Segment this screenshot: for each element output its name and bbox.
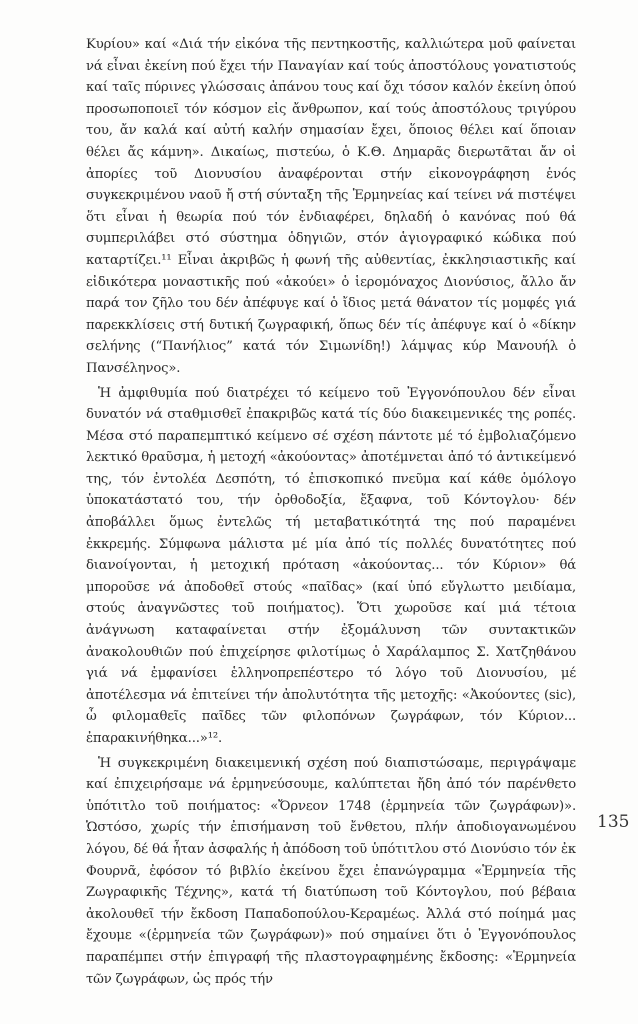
paragraph-3: Ἡ συγκεκριμένη διακειμενική σχέση πού διαπιστώσαμε, περιγράψαμε καί ἐπιχειρήσαμε νά ἑρμηνεύσουμε, καλύπτεται ἤδη ἀπό τόν παρένθετο ὑπότιτλο τοῦ ποιήματος: «Ὄρνεον 1748 (ἑρμηνεία τῶν ζωγράφων)». Ὡστόσο, χωρίς τήν ἐπισήμανση τοῦ ἔνθετου, πλήν ἀποδιογανωμένου λόγου, δέ θά ἦταν ἀσφαλής ἡ ἀπόδοση τοῦ ὑπότιτλου στό Διονύσιο τόν ἐκ Φουρνᾶ, ἐφόσον τό βιβλίο ἐκείνου ἔχει ἐπανώγραμμα «Ἑρμηνεία τῆς Ζωγραφικῆς Τέχνης», κατά τή διατύπωση τοῦ Κόντογλου, πού βέβαια ἀκολουθεῖ τήν ἔκδοση Παπαδοπούλου-Κεραμέως. Ἀλλά στό ποίημά μας ἔχουμε «(ἑρμηνεία τῶν ζωγράφων)» πού σημαίνει ὅτι ὁ Ἐγγονόπουλος παραπέμπει στήν ἐπιγραφή τῆς πλαστογραφημένης ἔκδοσης: «Ἑρμηνεία τῶν ζωγράφων, ὡς πρός τήν [86,755,576,987]
paragraph-1: Κυρίου» καί «Διά τήν εἰκόνα τῆς πεντηκοστῆς, καλλιώτερα μοῦ φαίνεται νά εἶναι ἐκείνη πού ἔχει τήν Παναγίαν καί τούς ἀποστόλους γονατιστούς καί ταῖς πύρινες γλώσσαις ἀπάνου τους καί ὄχι τόσον καλόν ἐκείνη ὁπού προσωποποιεῖ τόν κόσμον εἰς ἄνθρωπον, καί τούς ἀποστόλους τριγύρου του, ἄν καλά καί αὐτή καλήν σημασίαν ἔχει, ὅποιος θέλει καί ὅποιαν θέλει ἄς κάμνη». Δικαίως, πιστεύω, ὁ Κ.Θ. Δημαρᾶς διερωτᾶται ἄν οἱ ἀπορίες τοῦ Διονυσίου ἀναφέρονται στήν εἰκονογράφηση ἑνός συγκεκριμένου ναοῦ ἤ στή σύνταξη τῆς Ἑρμηνείας καί τείνει νά πιστέψει ὅτι εἶναι ἡ θεωρία πού τόν ἐνδιαφέρει, δηλαδή ὁ κανόνας πού θά συμπεριλάβει στό σύστημα ὁδηγιῶν, στόν ἁγιογραφικό κώδικα πού καταρτίζει.¹¹ Εἶναι ἀκριβῶς ἡ φωνή τῆς αὐθεντίας, ἐκκλησιαστικῆς καί εἰδικότερα μοναστικῆς πού «ἀκούει» ὁ ἱερομόναχος Διονύσιος, ἄλλο ἄν παρά τον ζῆλο του δέν ἀπέφυγε καί ὁ ἴδιος μετά θάνατον τίς μομφές γιά παρεκκλίσεις στή δυτική ζωγραφική, ὅπως δέν τίς ἀπέφυγε καί ὁ «δίκην σελήνης (“Πανήλιος” κατά τόν Σιμωνίδη!) λάμψας κύρ Μανουήλ ὁ Πανσέληνος». [86,37,576,376]
paragraph-2: Ἡ ἀμφιθυμία πού διατρέχει τό κείμενο τοῦ Ἐγγονόπουλου δέν εἶναι δυνατόν νά σταθμισθεῖ ἐπακριβῶς κατά τίς δύο διακειμενικές της ροπές. Μέσα στό παραπεμπτικό κείμενο σέ σχέση πάντοτε μέ τό ἐμβολιαζόμενο λεκτικό θραῦσμα, ἡ μετοχή «ἀκούοντας» ἀποτέμνεται ἀπό τό ἀντικείμενό της, τόν ἐντολέα Δεσπότη, τό ἐπισκοπικό πνεῦμα καί κάθε ὁμόλογο ὑποκατάστατό του, τήν ὀρθοδοξία, ἔξαφνα, τοῦ Κόντογλου· δέν ἀποβάλλει ὅμως ἐντελῶς τή μεταβατικότητά της πού παραμένει ἐκκρεμής. Σύμφωνα μάλιστα μέ μία ἀπό τίς πολλές δυνατότητες πού διανοίγονται, ἡ μετοχική πρόταση «ἀκούοντας... τόν Κύριον» θά μποροῦσε νά ἀποδοθεῖ στούς «παῖδας» (καί ὑπό εὔγλωττο μειδίαμα, στούς ἀναγνῶστες τοῦ ποιήματος). Ὅτι χωροῦσε καί μιά τέτοια ἀνάγνωση καταφαίνεται στήν ἐξομάλυνση τῶν συντακτικῶν ἀνακολουθιῶν πού ἐπιχείρησε φιλοτίμως ὁ Χαράλαμπος Σ. Χατζηθάνου γιά νά ἐμφανίσει ἑλληνοπρεπέστερο τό λόγο τοῦ Διονυσίου, μέ ἀποτέλεσμα νά ἐπιτείνει τήν ἀπολυτότητα τῆς μετοχῆς: «Ἀκούοντες (sic), ὦ φιλομαθεῖς παῖδες τῶν φιλοπόνων ζωγράφων, τόν Κύριον... ἐπαρακινήθηκα...»¹². [86,385,576,746]
page-number: 135 [597,812,630,832]
body-text [86,34,576,990]
